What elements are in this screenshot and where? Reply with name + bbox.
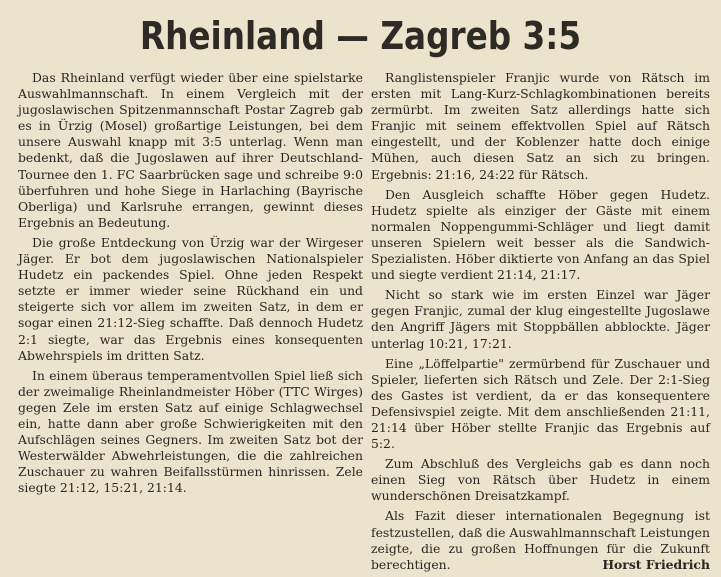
closing-text: Als Fazit dieser internationalen Begegnung ist festzustellen, daß die Auswahlmannschaft Leistungen zeigte, die zu großen Hoffnungen für die Zukunft berechtigen. [371,508,710,572]
author-byline: Horst Friedrich [602,556,710,572]
right-column [371,70,710,577]
paragraph: In einem überaus temperamentvollen Spiel ließ sich der zweimalige Rheinlandmeister Höber (TTC Wirges) gegen Zele im ersten Satz auf einige Schlagwechsel ein, hatte dann aber große Schwierigkeiten mit den Aufschlägen seines Gegners. Im zweiten Satz bot der Westerwälder Abwehrleistungen, die die zahlreichen Zuschauer zu wahren Beifallsstürmen hinrissen. Zele siegte 21:12, 15:21, 21:14. [18,367,363,496]
paragraph: Das Rheinland verfügt wieder über eine spielstarke Auswahlmannschaft. In einem Vergleich mit der jugoslawischen Spitzenmannschaft Postar Zagreb gab es in Ürzig (Mosel) großartige Leistungen, bei dem unsere Auswahl knapp mit 3:5 unterlag. Wenn man bedenkt, daß die Jugoslawen auf ihrer Deutschland-Tournee den 1. FC Saarbrücken sage und schreibe 9:0 überfuhren und hohe Siege in Harlaching (Bayrische Oberliga) und Karlsruhe errangen, gewinnt dieses Ergebnis an Bedeutung. [18,70,363,230]
left-column [18,70,363,500]
paragraph: Den Ausgleich schaffte Höber gegen Hudetz. Hudetz spielte als einziger der Gäste mit einem normalen Noppengummi-Schläger und liegt damit unseren Spielern weit besser als die Sandwich-Spezialisten. Höber diktierte von Anfang an das Spiel und siegte verdient 21:14, 21:17. [371,186,710,283]
paragraph: Nicht so stark wie im ersten Einzel war Jäger gegen Franjic, zumal der klug eingestellte Jugoslawe den Angriff Jägers mit Stoppbällen abblockte. Jäger unterlag 10:21, 17:21. [371,287,710,351]
paragraph [371,508,710,572]
paragraph: Ranglistenspieler Franjic wurde von Rätsch im ersten mit Lang-Kurz-Schlagkombinationen bereits zermürbt. Im zweiten Satz allerdings hatte sich Franjic mit seinem effektvollen Spiel auf Rätsch eingestellt, und der Koblenzer hatte doch einige Mühen, auch diesen Satz an sich zu bringen. Ergebnis: 21:16, 24:22 für Rätsch. [371,70,710,182]
paragraph: Zum Abschluß des Vergleichs gab es dann noch einen Sieg von Rätsch über Hudetz in einem wunderschönen Dreisatzkampf. [371,456,710,504]
paragraph: Eine „Löffelpartie" zermürbend für Zuschauer und Spieler, lieferten sich Rätsch und Zele. Der 2:1-Sieg des Gastes ist verdient, da er das konsequentere Defensivspiel zeigte. Mit dem anschließenden 21:11, 21:14 über Höber stellte Franjic das Ergebnis auf 5:2. [371,355,710,452]
paragraph: Die große Entdeckung von Ürzig war der Wirgeser Jäger. Er bot dem jugoslawischen Nationalspieler Hudetz ein packendes Spiel. Ohne jeden Respekt setzte er immer wieder seine Rückhand ein und steigerte sich vor allem im zweiten Satz, in dem er sogar einen 21:12-Sieg schaffte. Daß dennoch Hudetz 2:1 siegte, war das Ergebnis eines konsequenten Abwehrspiels im dritten Satz. [18,234,363,363]
headline: Rheinland — Zagreb 3:5 [139,14,582,58]
